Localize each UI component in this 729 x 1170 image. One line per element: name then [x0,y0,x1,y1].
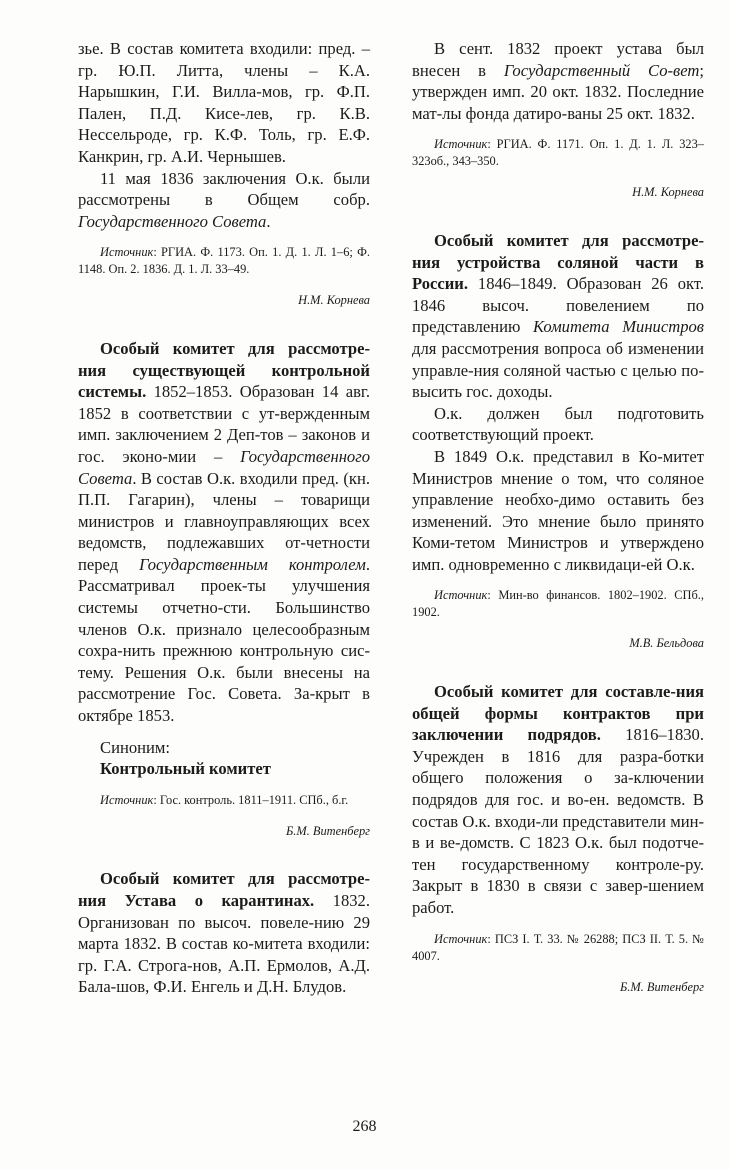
entry-paragraph: О.к. должен был подготовить соответствующий проект. [412,403,704,445]
author-signature: М.В. Бельдова [629,636,704,651]
entry-salt-administration: Особый комитет для рассмотре-ния устройства соляной части в России. 1846–1849. Образован 26 окт. 1846 высоч. повелением по представлению Комитета Министров для рассмотрения вопроса об изменении управле-ния соляной частью с целью по-высить гос. доходы. [412,230,704,402]
right-continuation-paragraph: В сент. 1832 проект устава был внесен в Государственный Со-вет; утвержден имп. 20 окт. 1832. Последние мат-лы фонда датиро-ваны 25 окт. 1832. [412,39,704,123]
source-note: Источник: ПСЗ I. Т. 33. № 26288; ПСЗ II. Т. 5. № 4007. [412,931,704,963]
entry-title: Особый комитет для рассмотре-ния устройства соляной части в России. [412,230,704,294]
author-signature: Н.М. Корнева [298,293,370,308]
left-continuation-paragraph: зье. В состав комитета входили: пред. – гр. Ю.П. Литта, члены – К.А. Нарышкин, Г.И. Виллa-мов, гр. Ф.П. Пален, П.Д. Кисе-лев, гр. К.В. Нессельроде, гр. К.Ф. Толь, гр. Е.Ф. Канкрин, гр. А.И. Чернышев. [78,39,370,166]
left-column [78,38,370,998]
author-signature: Н.М. Корнева [632,185,704,200]
author-signature: Б.М. Витенберг [619,979,704,994]
source-note: Источник: Гос. контроль. 1811–1911. СПб., б.г. [100,792,349,807]
synonym-term: Контрольный комитет [100,759,271,779]
page-number: 268 [352,1118,377,1135]
entry-title: Особый комитет для рассмотре-ния Устава о карантинах. [78,869,370,910]
source-note: Источник: РГИА. Ф. 1173. Оп. 1. Д. 1. Л. 1–6; Ф. 1148. Оп. 2. 1836. Д. 1. Л. 33–49. [78,245,370,277]
right-column [412,38,704,1024]
entry-control-system: Особый комитет для рассмотре-ния существующей контрольной системы. 1852–1853. Образован 14 авг. 1852 в соответствии с ут-вержденным имп. заключением 2 Деп-тов – законов и гос. эконо-мии – Государственного Совета. В состав О.к. входили пред. (кн. П.П. Гагарин), члены – товарищи министров и главноуправляющих всех ведомств, подлежавших от-четности перед Государственным контролем. Рассматривал проек-ты улучшения системы отчетно-сти. Большинство членов О.к. признало целесообразным сохра-нить прежнюю контрольную сис-тему. Решения О.к. были внесены на рассмотрение Гос. Совета. За-крыт в октябре 1853. [78,338,370,726]
entry-paragraph: В 1849 О.к. представил в Ко-митет Министров мнение о том, что соляное управление необхо-димо оставить без изменений. Это мнение было принято Коми-тетом Министров и утверждено имп. одновременно с ликвидаци-ей О.к. [412,446,704,574]
entry-contract-forms: Особый комитет для составле-ния общей формы контрактов при заключении подрядов. 1816–1830. Учрежден в 1816 для разра-ботки общего положения о за-ключении подрядов для гос. и во-ен. ведомств. В состав О.к. входи-ли представители мин-в и ве-домств. С 1823 О.к. был подотче-тен государственному контроле-ру. Закрыт в 1830 в связи с завер-шением работ. [412,682,704,917]
synonym-label: Синоним: [100,737,170,757]
source-note: Источник: РГИА. Ф. 1171. Оп. 1. Д. 1. Л. 323–323об., 343–350. [412,137,704,169]
entry-quarantine-statute: Особый комитет для рассмотре-ния Устава о карантинах. 1832. Организован по высоч. повеле-нию 29 марта 1832. В состав ко-митета входили: гр. Г.А. Строга-нов, А.П. Ермолов, А.Д. Бала-шов, Ф.И. Енгель и Д.Н. Блудов. [78,869,370,997]
author-signature: Б.М. Витенберг [285,823,370,838]
entry-title: Особый комитет для составле-ния общей формы контрактов при заключении подрядов. [412,682,704,745]
entry-title: Особый комитет для рассмотре-ния существующей контрольной системы. [78,338,370,402]
source-note: Источник: Мин-во финансов. 1802–1902. СПб., 1902. [412,588,704,620]
left-continuation-paragraph-2: 11 мая 1836 заключения О.к. были рассмотрены в Общем собр. Государственного Совета. [78,168,370,231]
